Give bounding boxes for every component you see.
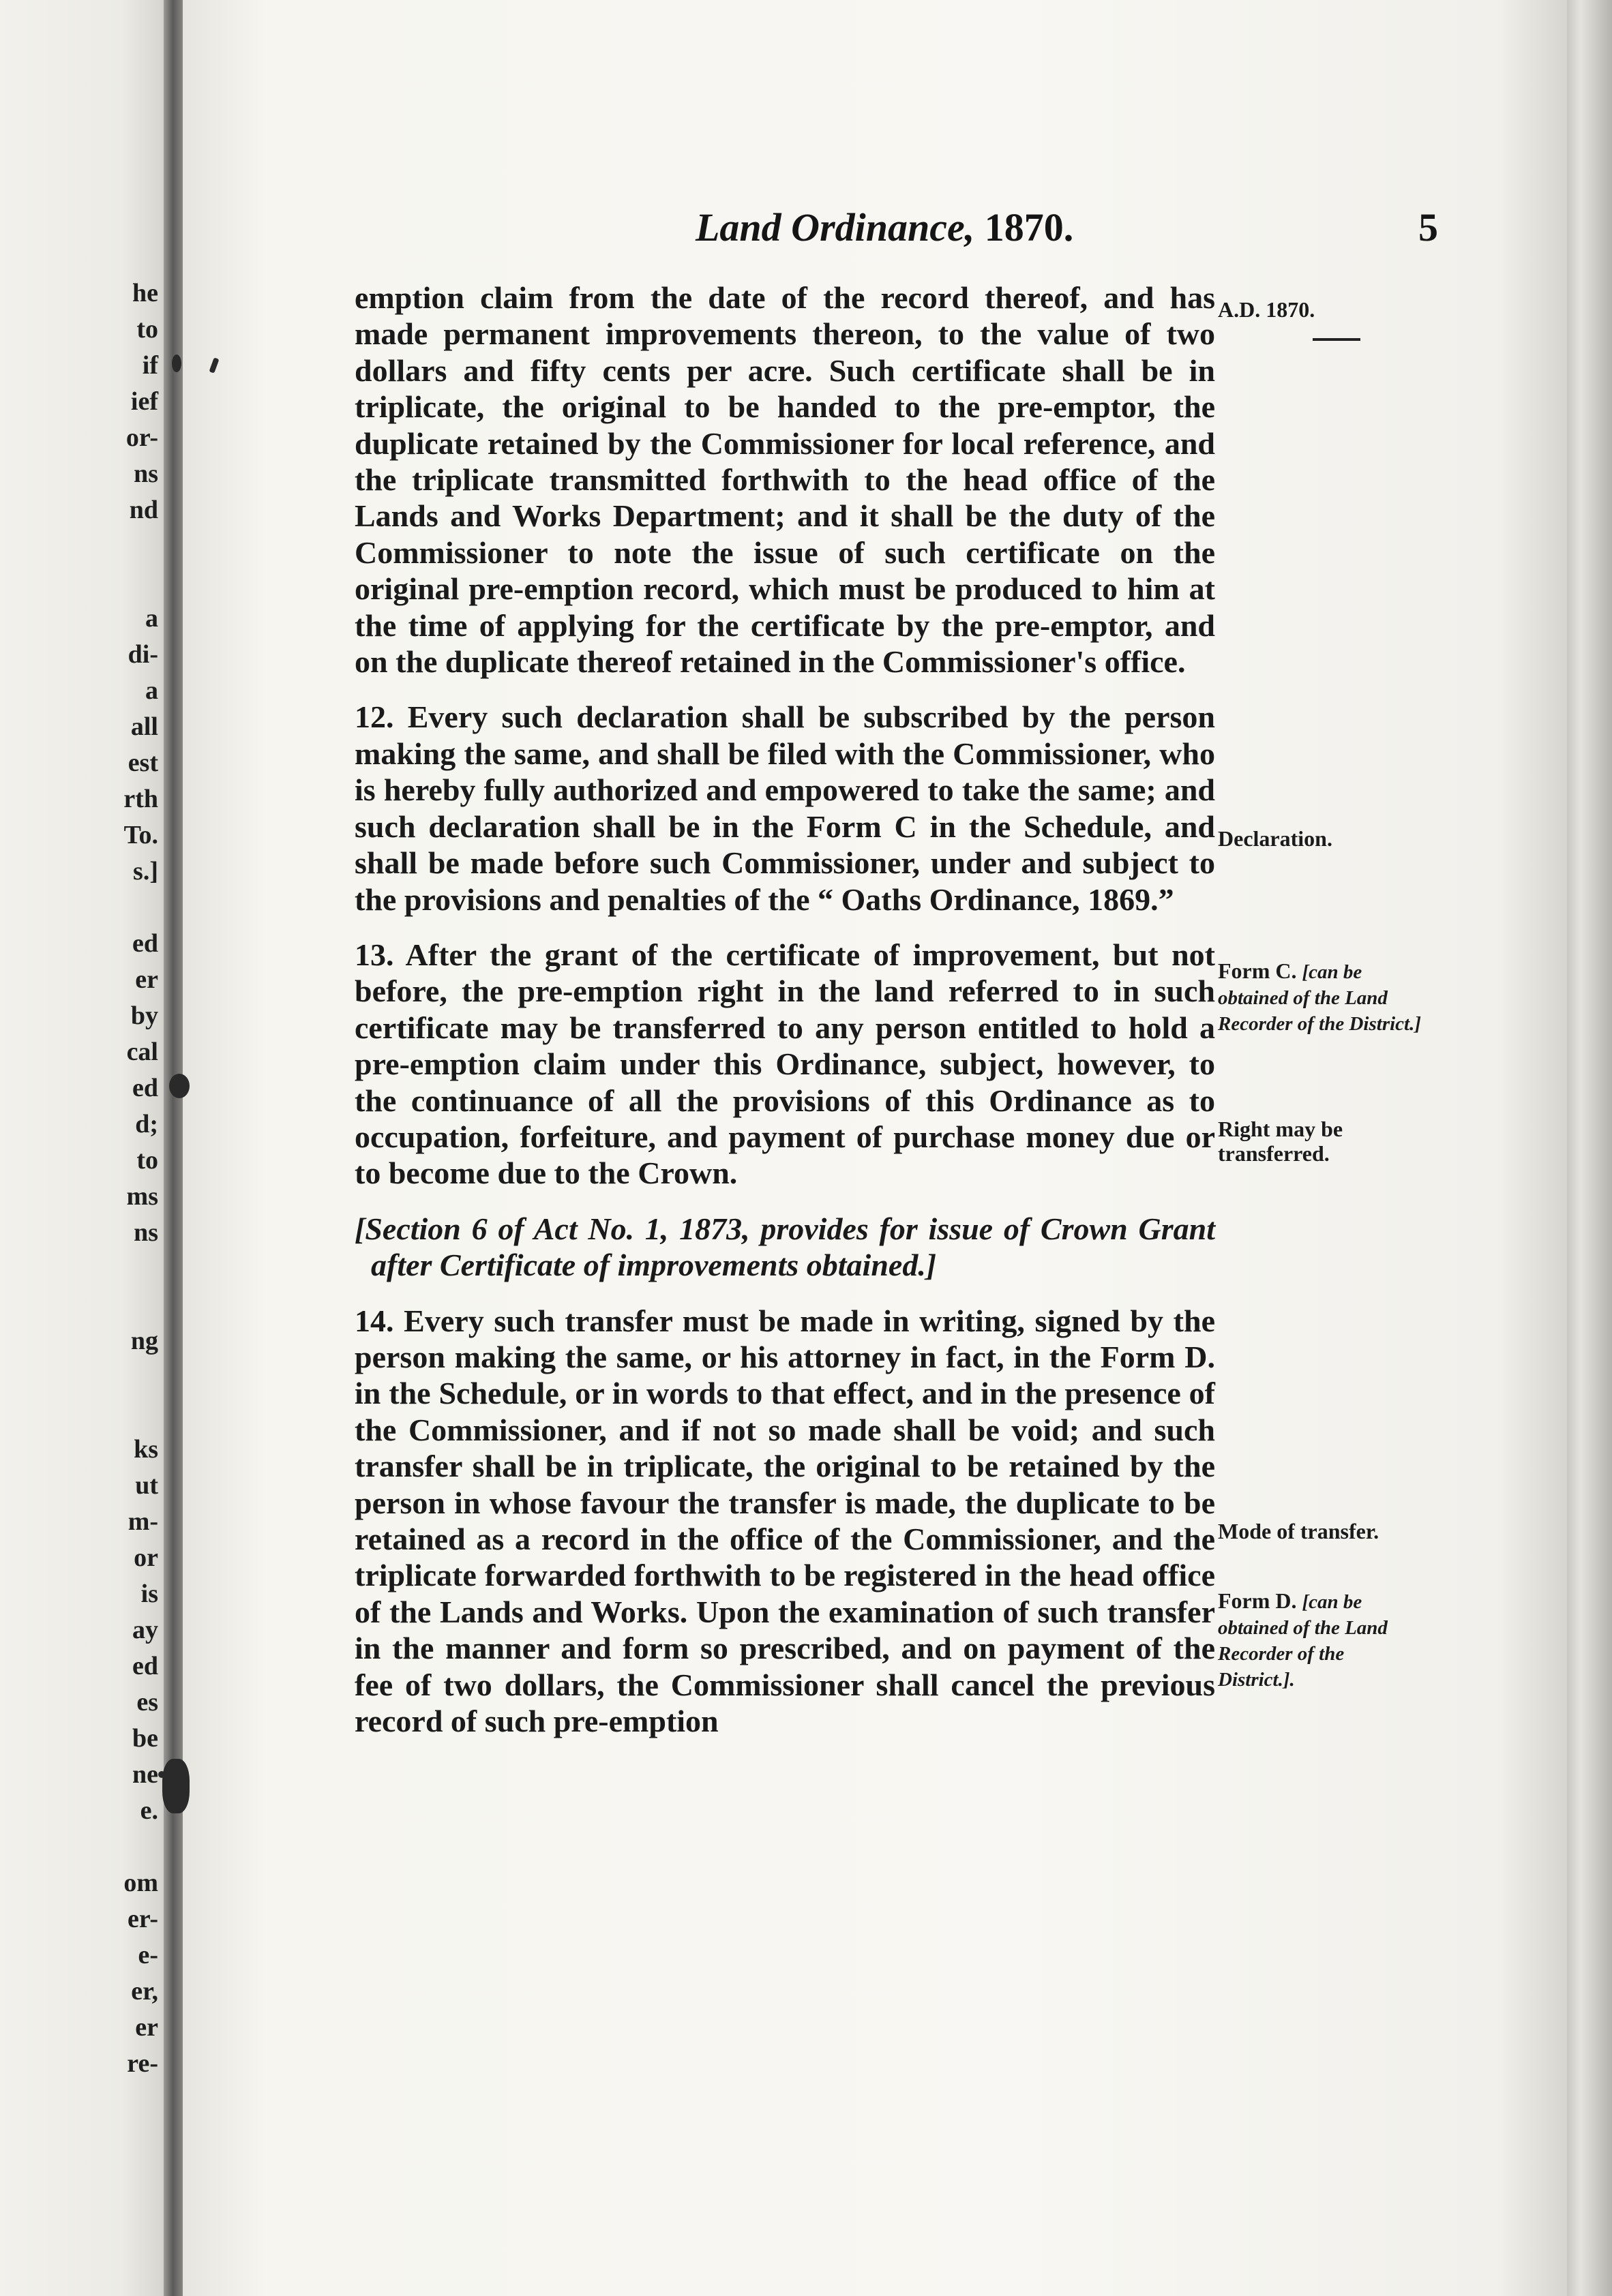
left-page-fragment: ms <box>126 1182 158 1211</box>
section-12: 12. Every such declaration shall be subscribed by the person making the same, and shall be filed with the Commissioner, who is hereby fully authorized and empowered to take the same; and such declaration shall be in the Form C in the Schedule, and shall be made before such Commissioner, under and subject to the provisions and penalties of the “ Oaths Ordinance, 1869.” <box>355 699 1215 917</box>
left-page-fragment: d; <box>135 1110 158 1138</box>
left-page-fragment: ed <box>132 1652 158 1680</box>
margin-note-mode-of-transfer: Mode of transfer. <box>1218 1519 1379 1543</box>
page-header <box>696 205 1446 259</box>
left-page-fragment: er, <box>131 1977 158 2006</box>
left-page-fragment: be <box>132 1724 158 1753</box>
section-13: 13. After the grant of the certificate of improvement, but not before, the pre-emption right in the land referred to in such certificate may be transferred to any person entitled to hold a pre-emption claim under this Ordinance, subject, however, to the continuance of all the provisions of this Ordinance as to occupation, forfeiture, and payment of purchase money due or to become due to the Crown. <box>355 937 1215 1191</box>
gutter-mark <box>172 354 181 372</box>
left-page-fragment: if <box>142 351 158 380</box>
left-page-fragment: ed <box>132 929 158 958</box>
margin-note-form-c: Form C. [can be obtained of the Land Recorder of the District.] <box>1218 958 1422 1035</box>
left-page-fragment: a <box>145 676 158 705</box>
left-page-fragment: re- <box>127 2049 158 2078</box>
left-page-fragment: e. <box>140 1796 158 1825</box>
left-page-fragment: er <box>135 2013 158 2042</box>
left-page-fragment <box>0 1251 158 1287</box>
gutter-mark <box>158 1771 165 1778</box>
left-page-fragment <box>0 528 158 564</box>
left-page-fragment: ut <box>135 1471 158 1500</box>
left-page-fragment <box>0 1829 158 1865</box>
book-gutter <box>164 0 184 2296</box>
left-page-fragment: to <box>136 315 158 344</box>
left-page-fragment: s.] <box>133 857 158 886</box>
paragraph-11-continued: emption claim from the date of the record thereof, and has made permanent improvements thereon, to the value of two dollars and fifty cents per acre. Such certificate shall be in triplicate, the original to be handed to the pre-emptor, the duplicate retained by the Commissioner for local reference, and the triplicate transmitted forthwith to the head office of the Lands and Works Department; and it shall be the duty of the Commissioner to note the issue of such certificate on the original pre-emption record, which must be produced to him at the time of applying for the certificate by the pre-emptor, and on the duplicate thereof retained in the Commissioner's office. <box>355 280 1215 680</box>
left-page-fragment: ed <box>132 1074 158 1102</box>
left-page-fragment: nd <box>129 496 158 524</box>
left-page-fragment: by <box>130 1001 158 1030</box>
page-edge <box>1567 0 1612 2296</box>
left-page-fragment: is <box>140 1580 158 1608</box>
left-page-fragment: m- <box>128 1507 158 1536</box>
left-page-fragment <box>0 1359 158 1395</box>
left-page-fragment: rth <box>123 785 158 813</box>
left-page-fragment: ng <box>130 1327 158 1355</box>
left-page-fragment: ay <box>132 1616 158 1644</box>
left-page-fragment <box>0 1395 158 1432</box>
year-rule <box>1313 338 1360 341</box>
margin-note-right-transferred: Right may be transferred. <box>1218 1117 1343 1166</box>
left-page-fragment <box>0 1287 158 1323</box>
left-page-fragment: er <box>135 965 158 994</box>
left-page-fragment: er- <box>128 1905 158 1933</box>
ordinance-body-text <box>355 280 1215 1739</box>
left-page-fragment: ns <box>134 459 158 488</box>
left-page-fragment: cal <box>126 1038 158 1066</box>
left-page-fragment: To. <box>123 821 158 849</box>
left-page-fragment: ne <box>132 1760 158 1789</box>
left-page-line-fragments <box>0 275 158 2082</box>
margin-note-declaration: Declaration. <box>1218 826 1332 851</box>
left-page-fragment: he <box>132 279 158 307</box>
editorial-note: [Section 6 of Act No. 1, 1873, provides for issue of Crown Grant after Certificate of improvements obtained.] <box>355 1211 1215 1283</box>
page-number: 5 <box>1418 205 1438 250</box>
left-page-fragment: est <box>128 749 158 777</box>
left-page-fragment: om <box>123 1869 158 1897</box>
left-page-fragment: es <box>136 1688 158 1717</box>
left-page-fragment: e- <box>138 1941 158 1969</box>
running-title: Land Ordinance, 1870. <box>696 205 1074 250</box>
left-page-fragment: or <box>134 1543 158 1572</box>
left-page-fragment: or- <box>125 423 158 452</box>
left-page-fragment <box>0 890 158 926</box>
left-page-fragment: ks <box>134 1435 158 1464</box>
left-page-fragment: ns <box>134 1218 158 1247</box>
left-page-fragment: a <box>145 604 158 633</box>
left-page-fragment: ief <box>130 387 158 416</box>
gutter-mark <box>169 1074 190 1098</box>
margin-note-year: A.D. 1870. <box>1218 297 1315 322</box>
margin-note-form-d: Form D. [can be obtained of the Land Recorder of the District.]. <box>1218 1588 1388 1691</box>
left-page-fragment: all <box>130 712 158 741</box>
left-page-fragment: to <box>136 1146 158 1175</box>
gutter-mark <box>162 1759 190 1813</box>
left-page-fragment: di- <box>128 640 158 669</box>
section-14: 14. Every such transfer must be made in writing, signed by the person making the same, or his attorney in fact, in the Form D. in the Schedule, or in words to that effect, and in the presence of the Commissioner, and if not so made shall be void; and such transfer shall be in triplicate, the original to be retained by the person in whose favour the transfer is made, the duplicate to be retained as a record in the office of the Commissioner, and the triplicate forwarded forthwith to be registered in the head office of the Lands and Works. Upon the examination of such transfer in the manner and form so prescribed, and on payment of the fee of two dollars, the Commissioner shall cancel the previous record of such pre-emption <box>355 1303 1215 1739</box>
left-page-fragment <box>0 564 158 601</box>
